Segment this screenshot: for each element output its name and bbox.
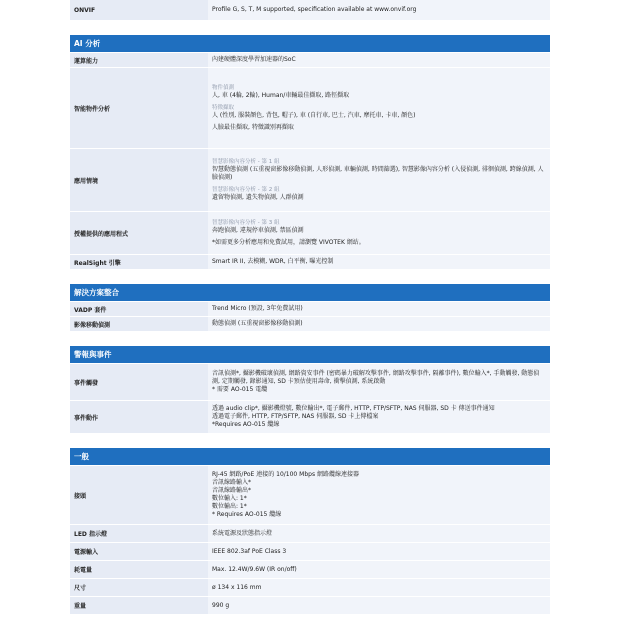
spec-subheading: 智慧影像內容分析 - 第 2 組 <box>212 187 280 193</box>
spec-value <box>208 212 550 254</box>
spec-line: ø 134 x 116 mm <box>212 583 262 591</box>
spec-line: 系統電源及狀態指示燈 <box>212 529 273 537</box>
spec-row <box>70 561 550 579</box>
spec-key: 電源輸入 <box>70 543 208 560</box>
spec-key: 重量 <box>70 597 208 614</box>
spec-value <box>208 302 550 316</box>
spec-value <box>208 255 550 269</box>
spec-line: *如需更多分析應用和免費試用，請瀏覽 VIVOTEK 網站。 <box>212 239 365 246</box>
spec-value <box>208 53 550 67</box>
section-header-ai: AI 分析 <box>70 35 550 52</box>
spec-key: 耗電量 <box>70 561 208 578</box>
spec-value <box>208 525 550 542</box>
spec-value <box>208 561 550 578</box>
spec-row <box>70 597 550 615</box>
spec-row <box>70 364 550 401</box>
spec-line: 數位輸出: 1* <box>212 503 247 510</box>
spec-line: 音訊偵測*, 攝影機破壞偵測, 網路資安事件 (密碼暴力破解攻擊事件, 網路攻擊事件, 隔離事件), 數位輸入*, 手動觸發, 動態偵測, 定期觸發, 錄影通知, SD 卡預估使用壽命, 衝擊偵測, 系統啟動 <box>212 370 540 385</box>
section-header-alarm-event: 警報與事件 <box>70 346 550 363</box>
spec-line: 人臉最佳擷取, 特徵識別再擷取 <box>212 124 294 131</box>
spec-key: ONVIF <box>70 0 208 20</box>
spec-row <box>70 543 550 561</box>
spec-row <box>70 212 550 255</box>
section-header-integration: 解決方案整合 <box>70 284 550 301</box>
spec-key: RealSight 引擎 <box>70 255 208 269</box>
spec-line: Trend Micro (預設, 3年免費試用) <box>212 305 303 312</box>
spec-line: 音訊線路輸入* <box>212 479 252 486</box>
spec-subheading: 特徵擷取 <box>212 105 235 111</box>
spec-value <box>208 597 550 614</box>
spec-key: 事件觸發 <box>70 364 208 400</box>
spec-row <box>70 302 550 317</box>
spec-line: IEEE 802.3af PoE Class 3 <box>212 547 287 555</box>
spec-key: 授權提供的應用程式 <box>70 212 208 254</box>
spec-value <box>208 579 550 596</box>
spec-row-onvif <box>70 0 550 21</box>
spec-line: 人, 車 (4輪, 2輪), Human/車輛最佳擷取, 路徑擷取 <box>212 92 350 99</box>
spec-line: * 需要 AO-015 電纜 <box>212 386 268 393</box>
spec-key: 尺寸 <box>70 579 208 596</box>
spec-line: Profile G, S, T, M supported, specification available at www.onvif.org <box>212 6 417 13</box>
spec-line: 內建硬體深度學習加速器的SoC <box>212 56 296 63</box>
spec-value <box>208 68 550 148</box>
spec-value <box>208 317 550 331</box>
spec-subheading: 智慧影像內容分析 - 第 1 組 <box>212 159 280 165</box>
spec-line: 透過 audio clip*, 攝影機燈號, 數位輸出*, 電子郵件, HTTP, FTP/SFTP, NAS 伺服器, SD 卡 傳送事件通知 <box>212 405 495 412</box>
spec-line: RJ-45 網路/PoE 連接的 10/100 Mbps 網路纜線連接器 <box>212 471 359 478</box>
spec-value <box>208 401 550 433</box>
spec-line: 數位輸入: 1* <box>212 495 247 502</box>
spec-value <box>208 543 550 560</box>
spec-key: 接頭 <box>70 466 208 524</box>
spec-line: 奔跑偵測, 違規停車偵測, 禁區偵測 <box>212 227 304 234</box>
spec-line: 透過電子郵件, HTTP, FTP/SFTP, NAS 伺服器, SD 卡上傳檔案 <box>212 413 379 420</box>
spec-line: 遺留物偵測, 遺失物偵測, 人群偵測 <box>212 194 304 201</box>
spec-key: VADP 套件 <box>70 302 208 316</box>
spec-row <box>70 68 550 149</box>
spec-line: 990 g <box>212 601 230 609</box>
spec-line: 智慧動態偵測 (五重視窗影像移動偵測, 人形偵測, 車輛偵測, 時間篩選), 智慧影像內容分析 (入侵偵測, 徘徊偵測, 跨線偵測, 人臉偵測) <box>212 166 544 181</box>
spec-row <box>70 53 550 68</box>
spec-line: 音訊線路輸出* <box>212 487 252 494</box>
spec-line: * Requires AO-015 纜線 <box>212 511 282 518</box>
spec-key: 影像移動偵測 <box>70 317 208 331</box>
spec-subheading: 物件偵測 <box>212 85 235 91</box>
spec-sheet <box>70 0 550 615</box>
spec-row <box>70 255 550 270</box>
spec-line: *Requires AO-015 纜線 <box>212 421 280 428</box>
section-header-general: 一般 <box>70 448 550 465</box>
spec-row <box>70 317 550 332</box>
spec-row <box>70 149 550 212</box>
spec-line: 動態偵測 (五重視窗影像移動偵測) <box>212 320 303 327</box>
spec-row <box>70 525 550 543</box>
spec-line: 人 (性別, 服裝顏色, 背包, 帽子), 車 (自行車, 巴士, 汽車, 摩托車, 卡車, 顏色) <box>212 112 416 119</box>
spec-line: Max. 12.4W/9.6W (IR on/off) <box>212 565 297 573</box>
spec-key: 事件動作 <box>70 401 208 433</box>
spec-row <box>70 579 550 597</box>
spec-value <box>208 466 550 524</box>
spec-row <box>70 466 550 525</box>
spec-key: 運算能力 <box>70 53 208 67</box>
spec-key: 應用情境 <box>70 149 208 211</box>
spec-value <box>208 149 550 211</box>
spec-value <box>208 364 550 400</box>
spec-row <box>70 401 550 434</box>
spec-key: 智能物件分析 <box>70 68 208 148</box>
spec-subheading: 智慧影像內容分析 - 第 3 組 <box>212 220 280 226</box>
spec-line: Smart IR II, 去模糊, WDR, 白平衡, 曝光控制 <box>212 258 334 265</box>
spec-value <box>208 0 550 20</box>
spec-key: LED 指示燈 <box>70 525 208 542</box>
